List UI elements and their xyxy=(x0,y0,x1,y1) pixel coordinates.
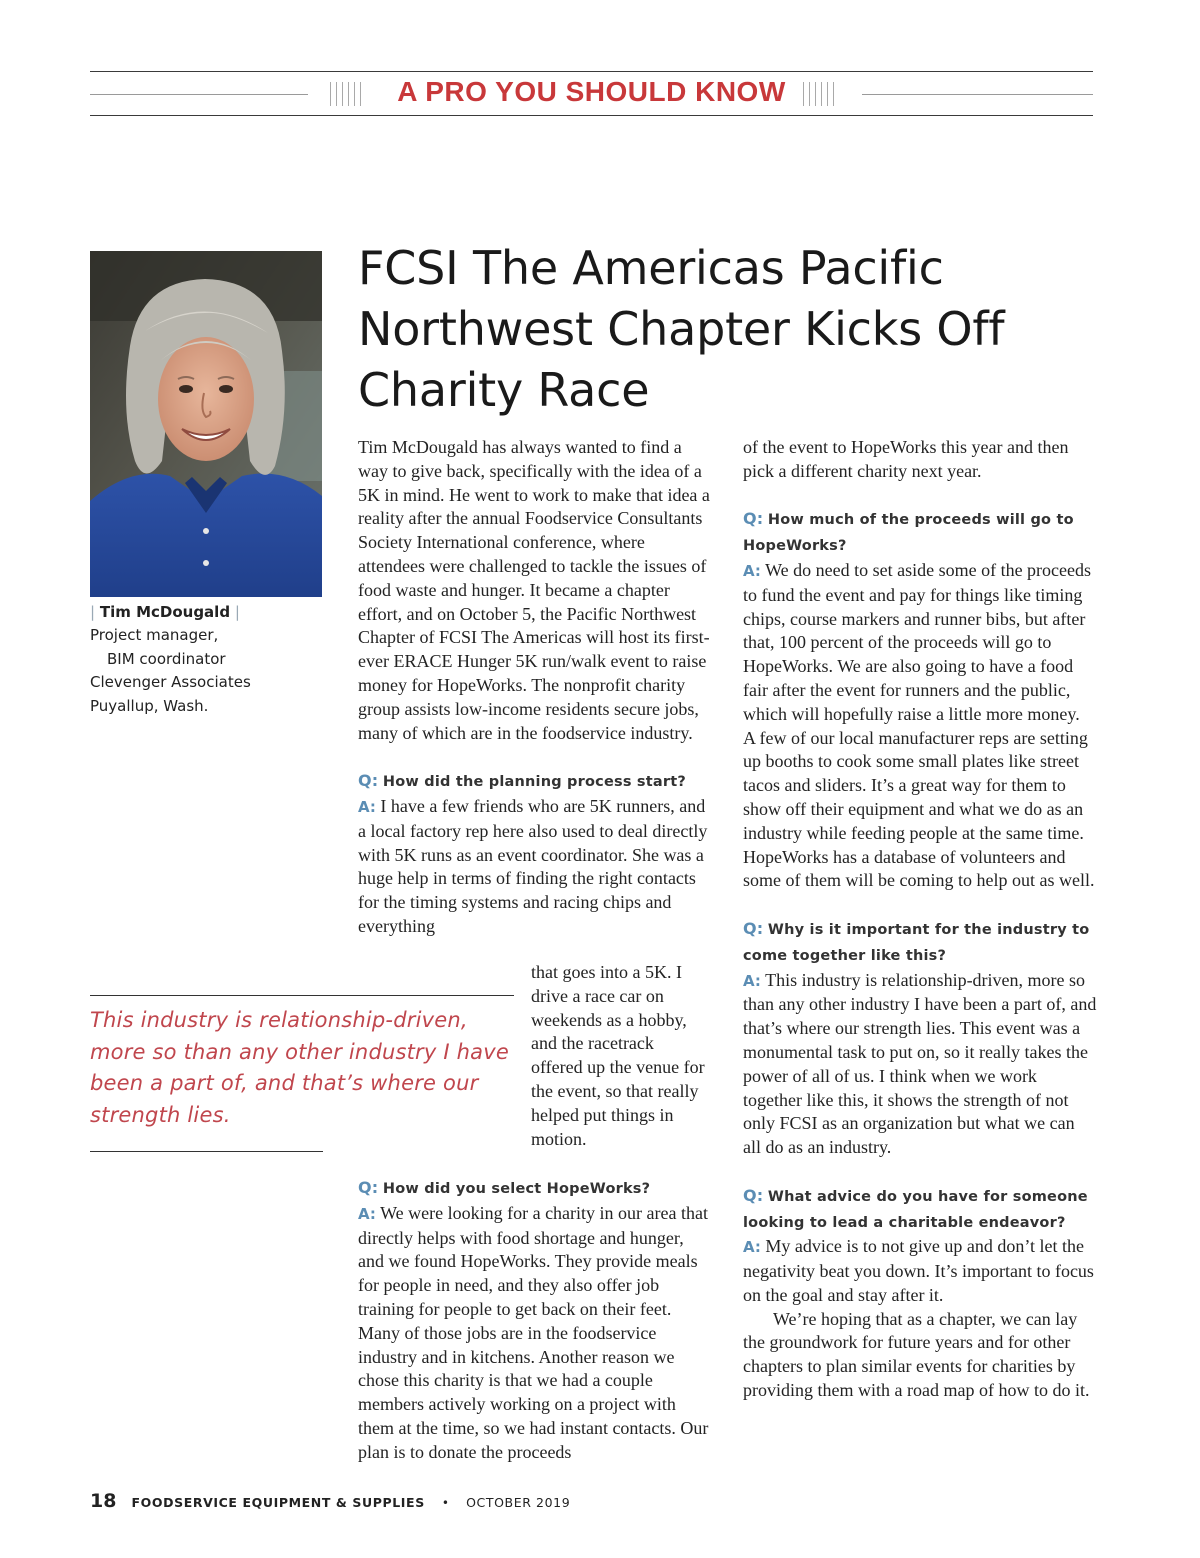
answer-3-para-1 xyxy=(743,559,1097,727)
header-right-rule xyxy=(862,94,1093,95)
question-1 xyxy=(358,769,710,795)
q-label: Q: xyxy=(743,1185,764,1205)
header-bottom-rule xyxy=(90,115,1093,116)
answer-3-para-2: A few of our local manufacturer reps are setting up booths to cook some small plates like street tacos and sliders. It’s a great way for them to show off their equipment and what we do as an industry while feeding people at the same time. HopeWorks has a database of volunteers and some of them will be coming to help out as well. xyxy=(743,727,1095,891)
question-5-text: What advice do you have for someone looking to lead a charitable endeavor? xyxy=(743,1188,1088,1231)
q-label: Q: xyxy=(743,509,764,529)
footer-separator: • xyxy=(441,1496,449,1510)
answer-2-text: We were looking for a charity in our area that directly helps with food shortage and hunger, and we found HopeWorks. They provide meals for people in need, and they also offer job training for people to get back on their feet. Many of those jobs are in the foodservice industry and in kitchens. Another reason we chose this charity is that we had a couple members actively working on a project with them at the time, so we had instant contacts. Our plan is to donate the proceeds xyxy=(358,1202,709,1462)
question-1-text: How did the planning process start? xyxy=(382,774,686,791)
header-right-bars xyxy=(803,82,839,106)
answer-4 xyxy=(743,969,1097,1160)
answer-1-text: I have a few friends who are 5K runners, and a local factory rep here also used to deal directly with 5K runs as an event coordinator. She was a huge help in terms of finding the right contacts for the timing systems and racing chips and everything xyxy=(358,795,708,936)
caption-name: Tim McDougald xyxy=(99,603,231,621)
q-label: Q: xyxy=(358,1178,379,1197)
answer-2-part-1 xyxy=(358,1202,710,1465)
question-4 xyxy=(743,917,1097,969)
page-number: 18 xyxy=(90,1490,117,1512)
pull-quote: This industry is relationship-driven, more so than any other industry I have been a part of, and that’s where our strength lies. xyxy=(90,1008,509,1128)
caption-company: Clevenger Associates xyxy=(90,673,251,692)
header-top-rule xyxy=(90,71,1093,72)
article-column-right xyxy=(743,436,1097,1403)
portrait-photo xyxy=(90,251,322,597)
article-headline: FCSI The Americas Pacific Northwest Chapter Kicks Off Charity Race xyxy=(358,241,1005,417)
question-2 xyxy=(358,1176,710,1202)
q-label: Q: xyxy=(358,771,379,791)
article-intro: Tim McDougald has always wanted to find a way to give back, specifically with the idea of a 5K in mind. He went to work to make that idea a reality after the annual Foodservice Consultants Society International conference, where attendees were challenged to tackle the issues of food waste and hunger. It became a chapter effort, and on October 5, the Pacific Northwest Chapter of FCSI The Americas will host its first-ever ERACE Hunger 5K run/walk event to raise money for HopeWorks. The nonprofit charity group assists low-income residents secure jobs, many of which are in the foodservice industry. xyxy=(358,437,710,743)
a-label: A: xyxy=(743,561,761,580)
question-2-text: How did you select HopeWorks? xyxy=(382,1181,651,1197)
magazine-name: FOODSERVICE EQUIPMENT & SUPPLIES xyxy=(131,1495,425,1510)
answer-1-part-1 xyxy=(358,795,710,939)
section-title: A PRO YOU SHOULD KNOW xyxy=(397,76,786,107)
question-3-text: How much of the proceeds will go to HopeWorks? xyxy=(743,512,1074,555)
caption-bar-left: | xyxy=(90,603,96,621)
caption-name-line xyxy=(90,601,330,624)
issue-date: OCTOBER 2019 xyxy=(466,1495,571,1510)
a-label: A: xyxy=(743,971,761,990)
pull-quote-bottom-rule xyxy=(90,1151,323,1152)
caption-bar-right: | xyxy=(234,603,240,621)
a-label: A: xyxy=(743,1238,761,1257)
question-4-text: Why is it important for the industry to come together like this? xyxy=(743,921,1090,964)
caption-location: Puyallup, Wash. xyxy=(90,696,209,715)
a-label: A: xyxy=(358,797,376,816)
a-label: A: xyxy=(358,1204,376,1223)
caption-title: Project manager, xyxy=(90,626,219,645)
photo-caption xyxy=(90,601,330,718)
page-footer xyxy=(90,1490,570,1512)
answer-3-text: We do need to set aside some of the proceeds to fund the event and pay for things like timing chips, course markers and runner bibs, but after that, 100 percent of the proceeds will go to HopeWorks. We are also going to have a food fair after the event for runners and the public, which will hopefully raise a little more money. xyxy=(743,559,1092,724)
caption-title-2: BIM coordinator xyxy=(107,649,226,668)
pull-quote-top-rule xyxy=(90,995,514,996)
question-5 xyxy=(743,1184,1097,1236)
answer-1-continuation: that goes into a 5K. I drive a race car on weekends as a hobby, and the racetrack offered up the venue for the event, so that really helped put things in motion. xyxy=(531,962,705,1149)
answer-5-para-2: We’re hoping that as a chapter, we can lay the groundwork for future years and for other chapters to plan similar events for charities by providing them with a road map of how to do it. xyxy=(743,1308,1090,1401)
answer-2-part-2: of the event to HopeWorks this year and then pick a different charity next year. xyxy=(743,437,1069,481)
q-label: Q: xyxy=(743,918,764,938)
article-column-middle xyxy=(358,436,710,939)
article-column-middle-bottom xyxy=(358,1176,710,1465)
question-3 xyxy=(743,507,1097,559)
answer-5-para-1 xyxy=(743,1235,1097,1307)
answer-4-text: This industry is relationship-driven, more so than any other industry I have been a part of, and that’s where our strength lies. This event was a monumental task to put on, so it really takes the power of all of us. I think when we work together like this, it shows the strength of not only FCSI as an organization but what we can all do as an industry. xyxy=(743,969,1097,1158)
answer-5-text: My advice is to not give up and don’t let the negativity beat you down. It’s important to focus on the goal and stay after it. xyxy=(743,1236,1094,1305)
